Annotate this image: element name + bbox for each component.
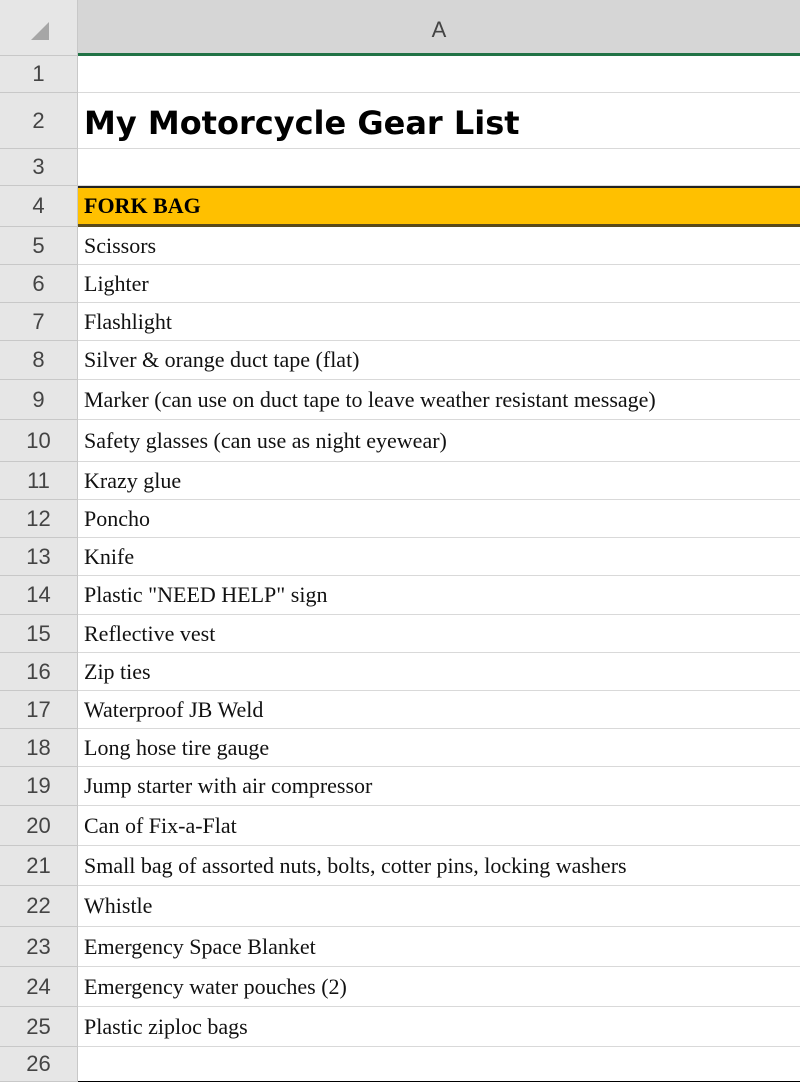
row-6 [0, 265, 800, 303]
row-header[interactable]: 4 [0, 186, 78, 227]
row-13 [0, 538, 800, 576]
row-18 [0, 729, 800, 767]
row-header[interactable]: 22 [0, 886, 78, 927]
row-header[interactable]: 9 [0, 380, 78, 420]
row-26 [0, 1047, 800, 1082]
item-cell[interactable]: Poncho [78, 500, 800, 538]
row-header[interactable]: 19 [0, 767, 78, 806]
row-4 [0, 186, 800, 227]
cell-a1[interactable] [78, 56, 800, 93]
item-cell[interactable]: Plastic "NEED HELP" sign [78, 576, 800, 615]
row-3 [0, 149, 800, 186]
row-header[interactable]: 5 [0, 227, 78, 265]
row-header[interactable]: 1 [0, 56, 78, 93]
row-9 [0, 380, 800, 420]
row-23 [0, 927, 800, 967]
row-header[interactable]: 24 [0, 967, 78, 1007]
row-11 [0, 462, 800, 500]
row-header[interactable]: 16 [0, 653, 78, 691]
sheet-title-cell[interactable]: My Motorcycle Gear List [78, 93, 800, 149]
item-cell[interactable]: Small bag of assorted nuts, bolts, cotter pins, locking washers [78, 846, 800, 886]
item-cell[interactable]: Jump starter with air compressor [78, 767, 800, 806]
row-header[interactable]: 17 [0, 691, 78, 729]
row-header[interactable]: 21 [0, 846, 78, 886]
row-1 [0, 56, 800, 93]
row-header[interactable]: 2 [0, 93, 78, 149]
row-header[interactable]: 6 [0, 265, 78, 303]
row-header[interactable]: 11 [0, 462, 78, 500]
row-22 [0, 886, 800, 927]
item-cell[interactable]: Marker (can use on duct tape to leave weather resistant message) [78, 380, 800, 420]
row-header[interactable]: 25 [0, 1007, 78, 1047]
row-header[interactable]: 13 [0, 538, 78, 576]
row-12 [0, 500, 800, 538]
row-header[interactable]: 23 [0, 927, 78, 967]
row-10 [0, 420, 800, 462]
row-2 [0, 93, 800, 149]
item-cell[interactable]: Safety glasses (can use as night eyewear) [78, 420, 800, 462]
row-header[interactable]: 18 [0, 729, 78, 767]
item-cell[interactable]: Krazy glue [78, 462, 800, 500]
item-cell[interactable]: Emergency water pouches (2) [78, 967, 800, 1007]
row-header[interactable]: 12 [0, 500, 78, 538]
cell-a26[interactable] [78, 1047, 800, 1082]
select-all-triangle-icon [31, 22, 49, 40]
row-21 [0, 846, 800, 886]
item-cell[interactable]: Lighter [78, 265, 800, 303]
row-header[interactable]: 15 [0, 615, 78, 653]
item-cell[interactable]: Can of Fix-a-Flat [78, 806, 800, 846]
item-cell[interactable]: Emergency Space Blanket [78, 927, 800, 967]
row-header[interactable]: 20 [0, 806, 78, 846]
row-7 [0, 303, 800, 341]
row-19 [0, 767, 800, 806]
row-8 [0, 341, 800, 380]
row-15 [0, 615, 800, 653]
item-cell[interactable]: Reflective vest [78, 615, 800, 653]
row-header[interactable]: 8 [0, 341, 78, 380]
row-14 [0, 576, 800, 615]
row-25 [0, 1007, 800, 1047]
item-cell[interactable]: Zip ties [78, 653, 800, 691]
item-cell[interactable]: Long hose tire gauge [78, 729, 800, 767]
row-header[interactable]: 26 [0, 1047, 78, 1082]
row-17 [0, 691, 800, 729]
item-cell[interactable]: Knife [78, 538, 800, 576]
row-header[interactable]: 3 [0, 149, 78, 186]
item-cell[interactable]: Flashlight [78, 303, 800, 341]
row-header[interactable]: 7 [0, 303, 78, 341]
row-24 [0, 967, 800, 1007]
row-20 [0, 806, 800, 846]
row-5 [0, 227, 800, 265]
item-cell[interactable]: Waterproof JB Weld [78, 691, 800, 729]
item-cell[interactable]: Plastic ziploc bags [78, 1007, 800, 1047]
item-cell[interactable]: Scissors [78, 227, 800, 265]
column-header-a[interactable]: A [78, 0, 800, 56]
row-16 [0, 653, 800, 691]
item-cell[interactable]: Whistle [78, 886, 800, 927]
row-header[interactable]: 10 [0, 420, 78, 462]
select-all-button[interactable] [0, 0, 78, 56]
item-cell[interactable]: Silver & orange duct tape (flat) [78, 341, 800, 380]
row-header[interactable]: 14 [0, 576, 78, 615]
section-header-cell[interactable]: FORK BAG [78, 186, 800, 227]
cell-a3[interactable] [78, 149, 800, 186]
